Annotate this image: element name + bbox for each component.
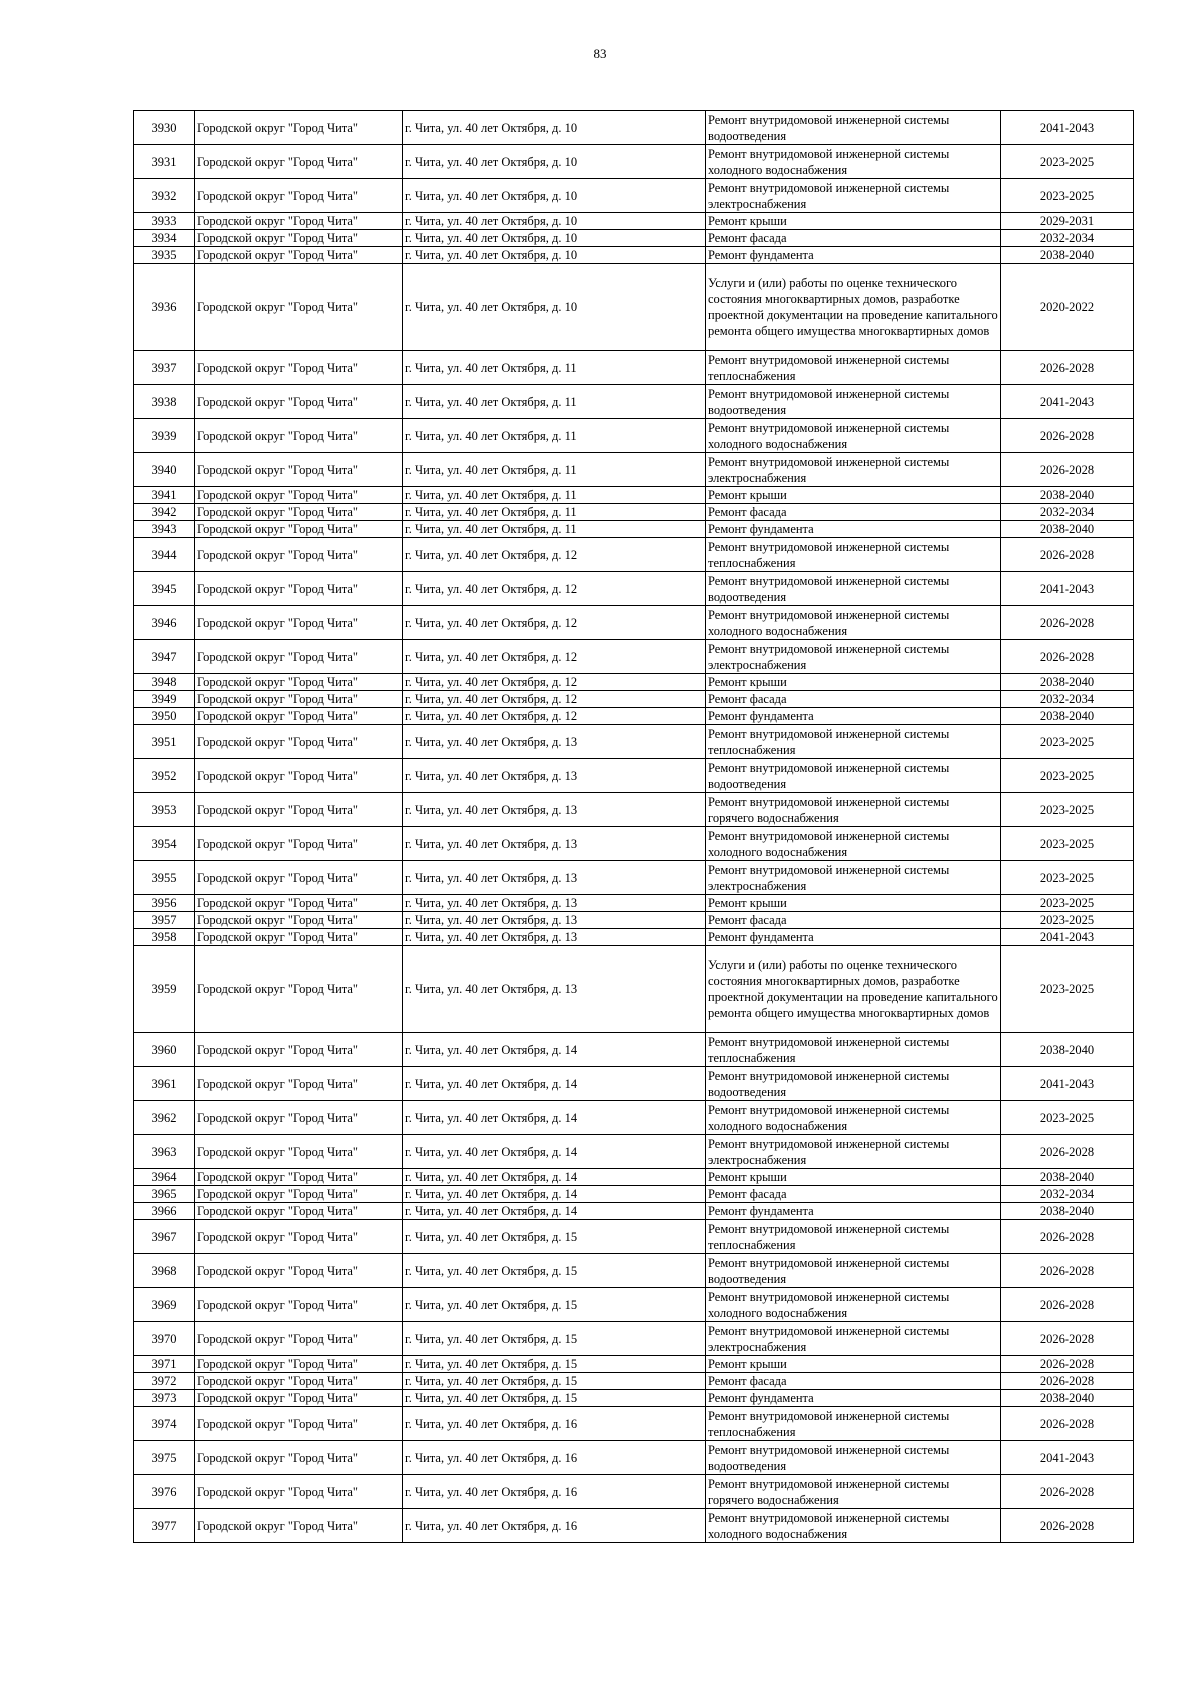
work-type-cell: Ремонт фундамента [706,521,1001,538]
address-cell: г. Чита, ул. 40 лет Октября, д. 16 [403,1509,706,1543]
work-type-cell: Ремонт фасада [706,912,1001,929]
table-row [134,1288,1134,1322]
period-cell: 2026-2028 [1001,1373,1134,1390]
period-cell: 2026-2028 [1001,1356,1134,1373]
table-row [134,691,1134,708]
municipality-cell: Городской округ "Город Чита" [195,1509,403,1543]
table-row [134,351,1134,385]
address-cell: г. Чита, ул. 40 лет Октября, д. 12 [403,691,706,708]
period-cell: 2026-2028 [1001,1509,1134,1543]
table-row [134,419,1134,453]
work-type-cell: Услуги и (или) работы по оценке технического состояния многоквартирных домов, разработке проектной документации на проведение капитального ремонта общего имущества многоквартирных домов [706,264,1001,351]
period-cell: 2023-2025 [1001,912,1134,929]
row-number-cell: 3963 [134,1135,195,1169]
municipality-cell: Городской округ "Город Чита" [195,1475,403,1509]
municipality-cell: Городской округ "Город Чита" [195,1441,403,1475]
table-row [134,674,1134,691]
work-type-cell: Ремонт внутридомовой инженерной системы водоотведения [706,385,1001,419]
period-cell: 2038-2040 [1001,708,1134,725]
row-number-cell: 3947 [134,640,195,674]
period-cell: 2038-2040 [1001,487,1134,504]
address-cell: г. Чита, ул. 40 лет Октября, д. 14 [403,1135,706,1169]
address-cell: г. Чита, ул. 40 лет Октября, д. 13 [403,827,706,861]
municipality-cell: Городской округ "Город Чита" [195,1356,403,1373]
row-number-cell: 3950 [134,708,195,725]
work-type-cell: Ремонт внутридомовой инженерной системы горячего водоснабжения [706,793,1001,827]
work-type-cell: Ремонт внутридомовой инженерной системы водоотведения [706,111,1001,145]
address-cell: г. Чита, ул. 40 лет Октября, д. 11 [403,487,706,504]
row-number-cell: 3960 [134,1033,195,1067]
work-type-cell: Ремонт крыши [706,213,1001,230]
work-type-cell: Ремонт внутридомовой инженерной системы водоотведения [706,759,1001,793]
address-cell: г. Чита, ул. 40 лет Октября, д. 12 [403,538,706,572]
row-number-cell: 3964 [134,1169,195,1186]
period-cell: 2041-2043 [1001,111,1134,145]
address-cell: г. Чита, ул. 40 лет Октября, д. 14 [403,1101,706,1135]
row-number-cell: 3956 [134,895,195,912]
row-number-cell: 3931 [134,145,195,179]
row-number-cell: 3943 [134,521,195,538]
address-cell: г. Чита, ул. 40 лет Октября, д. 11 [403,351,706,385]
work-type-cell: Ремонт внутридомовой инженерной системы электроснабжения [706,453,1001,487]
municipality-cell: Городской округ "Город Чита" [195,1203,403,1220]
period-cell: 2026-2028 [1001,1135,1134,1169]
row-number-cell: 3969 [134,1288,195,1322]
municipality-cell: Городской округ "Город Чита" [195,1407,403,1441]
work-type-cell: Ремонт фасада [706,230,1001,247]
work-type-cell: Ремонт внутридомовой инженерной системы теплоснабжения [706,725,1001,759]
work-type-cell: Ремонт крыши [706,487,1001,504]
work-type-cell: Ремонт внутридомовой инженерной системы теплоснабжения [706,538,1001,572]
address-cell: г. Чита, ул. 40 лет Октября, д. 14 [403,1033,706,1067]
municipality-cell: Городской округ "Город Чита" [195,1101,403,1135]
work-type-cell: Ремонт внутридомовой инженерной системы горячего водоснабжения [706,1475,1001,1509]
work-type-cell: Ремонт внутридомовой инженерной системы холодного водоснабжения [706,1288,1001,1322]
address-cell: г. Чита, ул. 40 лет Октября, д. 13 [403,946,706,1033]
row-number-cell: 3949 [134,691,195,708]
address-cell: г. Чита, ул. 40 лет Октября, д. 16 [403,1475,706,1509]
municipality-cell: Городской округ "Город Чита" [195,213,403,230]
work-type-cell: Ремонт внутридомовой инженерной системы водоотведения [706,1254,1001,1288]
work-type-cell: Ремонт фундамента [706,1390,1001,1407]
row-number-cell: 3930 [134,111,195,145]
municipality-cell: Городской округ "Город Чита" [195,419,403,453]
period-cell: 2032-2034 [1001,691,1134,708]
municipality-cell: Городской округ "Город Чита" [195,145,403,179]
period-cell: 2038-2040 [1001,521,1134,538]
row-number-cell: 3970 [134,1322,195,1356]
address-cell: г. Чита, ул. 40 лет Октября, д. 13 [403,929,706,946]
address-cell: г. Чита, ул. 40 лет Октября, д. 15 [403,1356,706,1373]
table-row [134,725,1134,759]
row-number-cell: 3936 [134,264,195,351]
table-row [134,521,1134,538]
table-row [134,895,1134,912]
row-number-cell: 3966 [134,1203,195,1220]
period-cell: 2038-2040 [1001,1033,1134,1067]
address-cell: г. Чита, ул. 40 лет Октября, д. 10 [403,264,706,351]
address-cell: г. Чита, ул. 40 лет Октября, д. 13 [403,861,706,895]
municipality-cell: Городской округ "Город Чита" [195,827,403,861]
period-cell: 2026-2028 [1001,538,1134,572]
municipality-cell: Городской округ "Город Чита" [195,504,403,521]
work-type-cell: Ремонт фундамента [706,929,1001,946]
address-cell: г. Чита, ул. 40 лет Октября, д. 12 [403,606,706,640]
period-cell: 2032-2034 [1001,1186,1134,1203]
table-row [134,1186,1134,1203]
row-number-cell: 3945 [134,572,195,606]
period-cell: 2023-2025 [1001,946,1134,1033]
address-cell: г. Чита, ул. 40 лет Октября, д. 13 [403,793,706,827]
address-cell: г. Чита, ул. 40 лет Октября, д. 14 [403,1169,706,1186]
work-type-cell: Ремонт внутридомовой инженерной системы холодного водоснабжения [706,1101,1001,1135]
row-number-cell: 3962 [134,1101,195,1135]
work-type-cell: Ремонт внутридомовой инженерной системы электроснабжения [706,179,1001,213]
period-cell: 2041-2043 [1001,1441,1134,1475]
table-row [134,385,1134,419]
row-number-cell: 3948 [134,674,195,691]
address-cell: г. Чита, ул. 40 лет Октября, д. 13 [403,895,706,912]
row-number-cell: 3974 [134,1407,195,1441]
period-cell: 2026-2028 [1001,1254,1134,1288]
row-number-cell: 3937 [134,351,195,385]
period-cell: 2023-2025 [1001,793,1134,827]
address-cell: г. Чита, ул. 40 лет Октября, д. 10 [403,145,706,179]
table-row [134,1220,1134,1254]
period-cell: 2041-2043 [1001,572,1134,606]
work-type-cell: Ремонт крыши [706,1356,1001,1373]
table-row [134,264,1134,351]
work-type-cell: Ремонт фундамента [706,1203,1001,1220]
row-number-cell: 3967 [134,1220,195,1254]
row-number-cell: 3954 [134,827,195,861]
row-number-cell: 3957 [134,912,195,929]
table-row [134,759,1134,793]
period-cell: 2023-2025 [1001,895,1134,912]
period-cell: 2029-2031 [1001,213,1134,230]
address-cell: г. Чита, ул. 40 лет Октября, д. 13 [403,725,706,759]
work-type-cell: Ремонт крыши [706,895,1001,912]
work-type-cell: Ремонт внутридомовой инженерной системы водоотведения [706,1067,1001,1101]
address-cell: г. Чита, ул. 40 лет Октября, д. 12 [403,674,706,691]
period-cell: 2026-2028 [1001,453,1134,487]
period-cell: 2023-2025 [1001,827,1134,861]
municipality-cell: Городской округ "Город Чита" [195,759,403,793]
work-type-cell: Ремонт внутридомовой инженерной системы электроснабжения [706,1322,1001,1356]
address-cell: г. Чита, ул. 40 лет Октября, д. 10 [403,179,706,213]
address-cell: г. Чита, ул. 40 лет Октября, д. 13 [403,759,706,793]
address-cell: г. Чита, ул. 40 лет Октября, д. 10 [403,247,706,264]
address-cell: г. Чита, ул. 40 лет Октября, д. 14 [403,1186,706,1203]
address-cell: г. Чита, ул. 40 лет Октября, д. 14 [403,1203,706,1220]
row-number-cell: 3958 [134,929,195,946]
table-row [134,793,1134,827]
municipality-cell: Городской округ "Город Чита" [195,1186,403,1203]
address-cell: г. Чита, ул. 40 лет Октября, д. 15 [403,1390,706,1407]
municipality-cell: Городской округ "Город Чита" [195,861,403,895]
row-number-cell: 3977 [134,1509,195,1543]
address-cell: г. Чита, ул. 40 лет Октября, д. 12 [403,640,706,674]
table-row [134,1509,1134,1543]
work-type-cell: Ремонт внутридомовой инженерной системы холодного водоснабжения [706,827,1001,861]
row-number-cell: 3975 [134,1441,195,1475]
municipality-cell: Городской округ "Город Чита" [195,453,403,487]
address-cell: г. Чита, ул. 40 лет Октября, д. 16 [403,1441,706,1475]
table-row [134,111,1134,145]
municipality-cell: Городской округ "Город Чита" [195,1288,403,1322]
row-number-cell: 3942 [134,504,195,521]
table-row [134,247,1134,264]
work-type-cell: Ремонт внутридомовой инженерной системы теплоснабжения [706,351,1001,385]
table-row [134,504,1134,521]
municipality-cell: Городской округ "Город Чита" [195,230,403,247]
municipality-cell: Городской округ "Город Чита" [195,1169,403,1186]
table-row [134,1390,1134,1407]
table-row [134,1322,1134,1356]
address-cell: г. Чита, ул. 40 лет Октября, д. 15 [403,1373,706,1390]
municipality-cell: Городской округ "Город Чита" [195,946,403,1033]
row-number-cell: 3940 [134,453,195,487]
period-cell: 2038-2040 [1001,1203,1134,1220]
table-row [134,708,1134,725]
table-row [134,912,1134,929]
address-cell: г. Чита, ул. 40 лет Октября, д. 10 [403,213,706,230]
table-row [134,145,1134,179]
municipality-cell: Городской округ "Город Чита" [195,1135,403,1169]
row-number-cell: 3941 [134,487,195,504]
municipality-cell: Городской округ "Город Чита" [195,793,403,827]
work-type-cell: Ремонт фундамента [706,247,1001,264]
municipality-cell: Городской округ "Город Чита" [195,929,403,946]
period-cell: 2026-2028 [1001,640,1134,674]
row-number-cell: 3965 [134,1186,195,1203]
period-cell: 2026-2028 [1001,1288,1134,1322]
table-row [134,453,1134,487]
municipality-cell: Городской округ "Город Чита" [195,1220,403,1254]
row-number-cell: 3933 [134,213,195,230]
work-type-cell: Ремонт внутридомовой инженерной системы теплоснабжения [706,1220,1001,1254]
row-number-cell: 3973 [134,1390,195,1407]
period-cell: 2023-2025 [1001,861,1134,895]
municipality-cell: Городской округ "Город Чита" [195,351,403,385]
work-type-cell: Ремонт фасада [706,691,1001,708]
work-type-cell: Ремонт фасада [706,1186,1001,1203]
municipality-cell: Городской округ "Город Чита" [195,487,403,504]
address-cell: г. Чита, ул. 40 лет Октября, д. 15 [403,1322,706,1356]
address-cell: г. Чита, ул. 40 лет Октября, д. 15 [403,1220,706,1254]
address-cell: г. Чита, ул. 40 лет Октября, д. 11 [403,504,706,521]
period-cell: 2023-2025 [1001,759,1134,793]
period-cell: 2041-2043 [1001,1067,1134,1101]
table-row [134,230,1134,247]
municipality-cell: Городской округ "Город Чита" [195,640,403,674]
municipality-cell: Городской округ "Город Чита" [195,725,403,759]
address-cell: г. Чита, ул. 40 лет Октября, д. 15 [403,1254,706,1288]
municipality-cell: Городской округ "Город Чита" [195,1322,403,1356]
municipality-cell: Городской округ "Город Чита" [195,247,403,264]
period-cell: 2026-2028 [1001,419,1134,453]
municipality-cell: Городской округ "Город Чита" [195,1390,403,1407]
work-type-cell: Ремонт внутридомовой инженерной системы электроснабжения [706,1135,1001,1169]
table-row [134,1101,1134,1135]
municipality-cell: Городской округ "Город Чита" [195,385,403,419]
work-type-cell: Ремонт внутридомовой инженерной системы холодного водоснабжения [706,1509,1001,1543]
table-row [134,1407,1134,1441]
table-row [134,213,1134,230]
table-row [134,1373,1134,1390]
address-cell: г. Чита, ул. 40 лет Октября, д. 16 [403,1407,706,1441]
address-cell: г. Чита, ул. 40 лет Октября, д. 10 [403,230,706,247]
municipality-cell: Городской округ "Город Чита" [195,1254,403,1288]
table-row [134,179,1134,213]
period-cell: 2041-2043 [1001,929,1134,946]
row-number-cell: 3951 [134,725,195,759]
address-cell: г. Чита, ул. 40 лет Октября, д. 11 [403,521,706,538]
address-cell: г. Чита, ул. 40 лет Октября, д. 14 [403,1067,706,1101]
municipality-cell: Городской округ "Город Чита" [195,264,403,351]
table-row [134,606,1134,640]
period-cell: 2026-2028 [1001,351,1134,385]
period-cell: 2038-2040 [1001,1390,1134,1407]
table-row [134,946,1134,1033]
row-number-cell: 3934 [134,230,195,247]
municipality-cell: Городской округ "Город Чита" [195,1373,403,1390]
row-number-cell: 3971 [134,1356,195,1373]
work-type-cell: Услуги и (или) работы по оценке технического состояния многоквартирных домов, разработке проектной документации на проведение капитального ремонта общего имущества многоквартирных домов [706,946,1001,1033]
work-type-cell: Ремонт фасада [706,504,1001,521]
work-type-cell: Ремонт внутридомовой инженерной системы водоотведения [706,1441,1001,1475]
address-cell: г. Чита, ул. 40 лет Октября, д. 11 [403,453,706,487]
row-number-cell: 3968 [134,1254,195,1288]
row-number-cell: 3961 [134,1067,195,1101]
period-cell: 2026-2028 [1001,606,1134,640]
municipality-cell: Городской округ "Город Чита" [195,606,403,640]
period-cell: 2026-2028 [1001,1322,1134,1356]
work-type-cell: Ремонт внутридомовой инженерной системы холодного водоснабжения [706,419,1001,453]
table-row [134,1169,1134,1186]
table-row [134,1203,1134,1220]
period-cell: 2023-2025 [1001,725,1134,759]
table-row [134,827,1134,861]
row-number-cell: 3953 [134,793,195,827]
municipality-cell: Городской округ "Город Чита" [195,895,403,912]
address-cell: г. Чита, ул. 40 лет Октября, д. 15 [403,1288,706,1322]
municipality-cell: Городской округ "Город Чита" [195,179,403,213]
municipality-cell: Городской округ "Город Чита" [195,691,403,708]
period-cell: 2041-2043 [1001,385,1134,419]
address-cell: г. Чита, ул. 40 лет Октября, д. 10 [403,111,706,145]
work-type-cell: Ремонт крыши [706,674,1001,691]
municipality-cell: Городской округ "Город Чита" [195,538,403,572]
table-row [134,1033,1134,1067]
capital-repair-table [133,110,1134,1543]
period-cell: 2023-2025 [1001,179,1134,213]
period-cell: 2026-2028 [1001,1475,1134,1509]
work-type-cell: Ремонт внутридомовой инженерной системы холодного водоснабжения [706,145,1001,179]
table-row [134,861,1134,895]
row-number-cell: 3935 [134,247,195,264]
table-row [134,1067,1134,1101]
municipality-cell: Городской округ "Город Чита" [195,1033,403,1067]
work-type-cell: Ремонт внутридомовой инженерной системы теплоснабжения [706,1407,1001,1441]
municipality-cell: Городской округ "Город Чита" [195,708,403,725]
row-number-cell: 3944 [134,538,195,572]
municipality-cell: Городской округ "Город Чита" [195,572,403,606]
row-number-cell: 3952 [134,759,195,793]
municipality-cell: Городской округ "Город Чита" [195,1067,403,1101]
work-type-cell: Ремонт внутридомовой инженерной системы электроснабжения [706,861,1001,895]
period-cell: 2032-2034 [1001,230,1134,247]
period-cell: 2026-2028 [1001,1220,1134,1254]
period-cell: 2038-2040 [1001,247,1134,264]
period-cell: 2023-2025 [1001,1101,1134,1135]
row-number-cell: 3939 [134,419,195,453]
work-type-cell: Ремонт крыши [706,1169,1001,1186]
table-row [134,1475,1134,1509]
table-row [134,538,1134,572]
row-number-cell: 3946 [134,606,195,640]
table-row [134,640,1134,674]
address-cell: г. Чита, ул. 40 лет Октября, д. 12 [403,572,706,606]
period-cell: 2038-2040 [1001,1169,1134,1186]
work-type-cell: Ремонт внутридомовой инженерной системы теплоснабжения [706,1033,1001,1067]
municipality-cell: Городской округ "Город Чита" [195,912,403,929]
row-number-cell: 3955 [134,861,195,895]
table-body [134,111,1134,1543]
address-cell: г. Чита, ул. 40 лет Октября, д. 13 [403,912,706,929]
address-cell: г. Чита, ул. 40 лет Октября, д. 11 [403,385,706,419]
address-cell: г. Чита, ул. 40 лет Октября, д. 12 [403,708,706,725]
period-cell: 2023-2025 [1001,145,1134,179]
work-type-cell: Ремонт фасада [706,1373,1001,1390]
table-row [134,487,1134,504]
municipality-cell: Городской округ "Город Чита" [195,111,403,145]
period-cell: 2038-2040 [1001,674,1134,691]
row-number-cell: 3932 [134,179,195,213]
table-row [134,929,1134,946]
municipality-cell: Городской округ "Город Чита" [195,521,403,538]
table-row [134,1356,1134,1373]
municipality-cell: Городской округ "Город Чита" [195,674,403,691]
table-row [134,1135,1134,1169]
row-number-cell: 3976 [134,1475,195,1509]
period-cell: 2020-2022 [1001,264,1134,351]
work-type-cell: Ремонт внутридомовой инженерной системы холодного водоснабжения [706,606,1001,640]
row-number-cell: 3959 [134,946,195,1033]
table-row [134,1441,1134,1475]
period-cell: 2026-2028 [1001,1407,1134,1441]
table-row [134,572,1134,606]
address-cell: г. Чита, ул. 40 лет Октября, д. 11 [403,419,706,453]
work-type-cell: Ремонт внутридомовой инженерной системы водоотведения [706,572,1001,606]
page-number: 83 [593,46,607,61]
row-number-cell: 3938 [134,385,195,419]
work-type-cell: Ремонт внутридомовой инженерной системы электроснабжения [706,640,1001,674]
row-number-cell: 3972 [134,1373,195,1390]
table-row [134,1254,1134,1288]
period-cell: 2032-2034 [1001,504,1134,521]
work-type-cell: Ремонт фундамента [706,708,1001,725]
